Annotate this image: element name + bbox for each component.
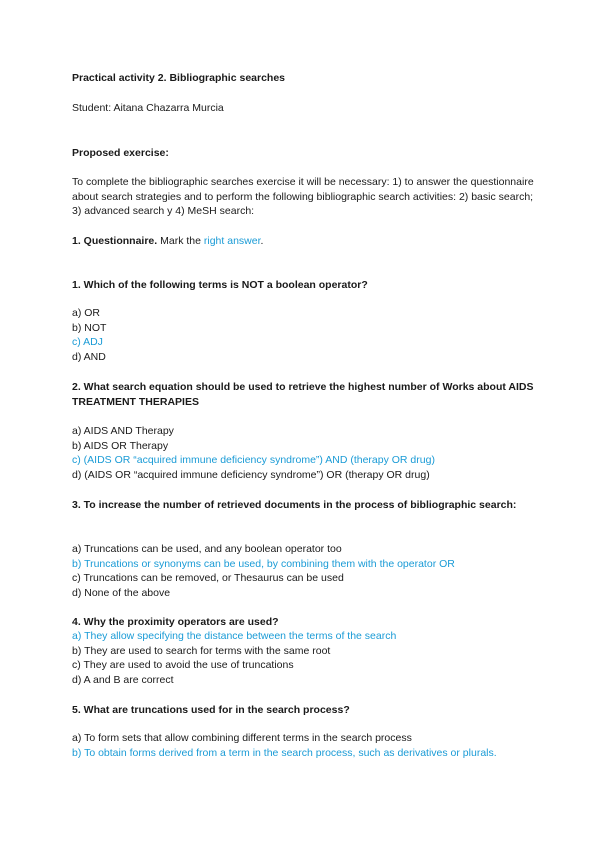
section-instruction-text: Mark the [157, 235, 204, 247]
section-end: . [260, 235, 264, 247]
section-instruction [72, 234, 534, 249]
intro-paragraph: To complete the bibliographic searches exercise it will be necessary: 1) to answer the questionnaire about search strategies and to perform the following bibliographic search activities: 2) basic search; 3) advanced search y 4) MeSH search: [72, 176, 534, 218]
option: b) NOT [72, 321, 107, 334]
option-correct: a) They allow specifying the distance between the terms of the search [72, 630, 397, 642]
option: a) AIDS AND Therapy [72, 425, 174, 437]
option: b) They are used to search for terms with the same root [72, 644, 331, 657]
option: a) To form sets that allow combining different terms in the search process [72, 732, 412, 744]
option: d) A and B are correct [72, 673, 174, 686]
document-title: Practical activity 2. Bibliographic searches [72, 72, 286, 84]
option: d) AND [72, 350, 106, 363]
section-label: 1. Questionnaire. [72, 235, 158, 247]
option: c) They are used to avoid the use of truncations [72, 659, 294, 672]
question-1-options [72, 306, 534, 364]
question-1: 1. Which of the following terms is NOT a boolean operator? [72, 279, 368, 291]
option: c) Truncations can be removed, or Thesaurus can be used [72, 572, 344, 585]
question-3: 3. To increase the number of retrieved documents in the process of bibliographic search: [72, 499, 517, 511]
option: b) AIDS OR Therapy [72, 439, 169, 452]
option-correct: b) Truncations or synonyms can be used, by combining them with the operator OR [72, 557, 455, 570]
option-correct: b) To obtain forms derived from a term in the search process, such as derivatives or plurals. [72, 746, 497, 759]
question-5: 5. What are truncations used for in the search process? [72, 704, 350, 716]
question-4-options [72, 629, 534, 687]
right-answer-highlight: right answer [203, 235, 261, 247]
question-3-options [72, 542, 534, 600]
option-correct: c) (AIDS OR “acquired immune deficiency syndrome”) AND (therapy OR drug) [72, 454, 435, 467]
question-5-options [72, 731, 534, 760]
option: d) (AIDS OR “acquired immune deficiency syndrome”) OR (therapy OR drug) [72, 468, 430, 481]
option: d) None of the above [72, 586, 171, 599]
question-2: 2. What search equation should be used to retrieve the highest number of Works about AIDS TREATMENT THERAPIES [72, 381, 534, 408]
proposed-heading: Proposed exercise: [72, 147, 169, 159]
option: a) Truncations can be used, and any boolean operator too [72, 543, 342, 555]
student-name: Student: Aitana Chazarra Murcia [72, 102, 224, 114]
question-4: 4. Why the proximity operators are used? [72, 616, 279, 628]
question-2-options [72, 424, 534, 482]
option: a) OR [72, 307, 101, 319]
option-correct: c) ADJ [72, 336, 103, 349]
